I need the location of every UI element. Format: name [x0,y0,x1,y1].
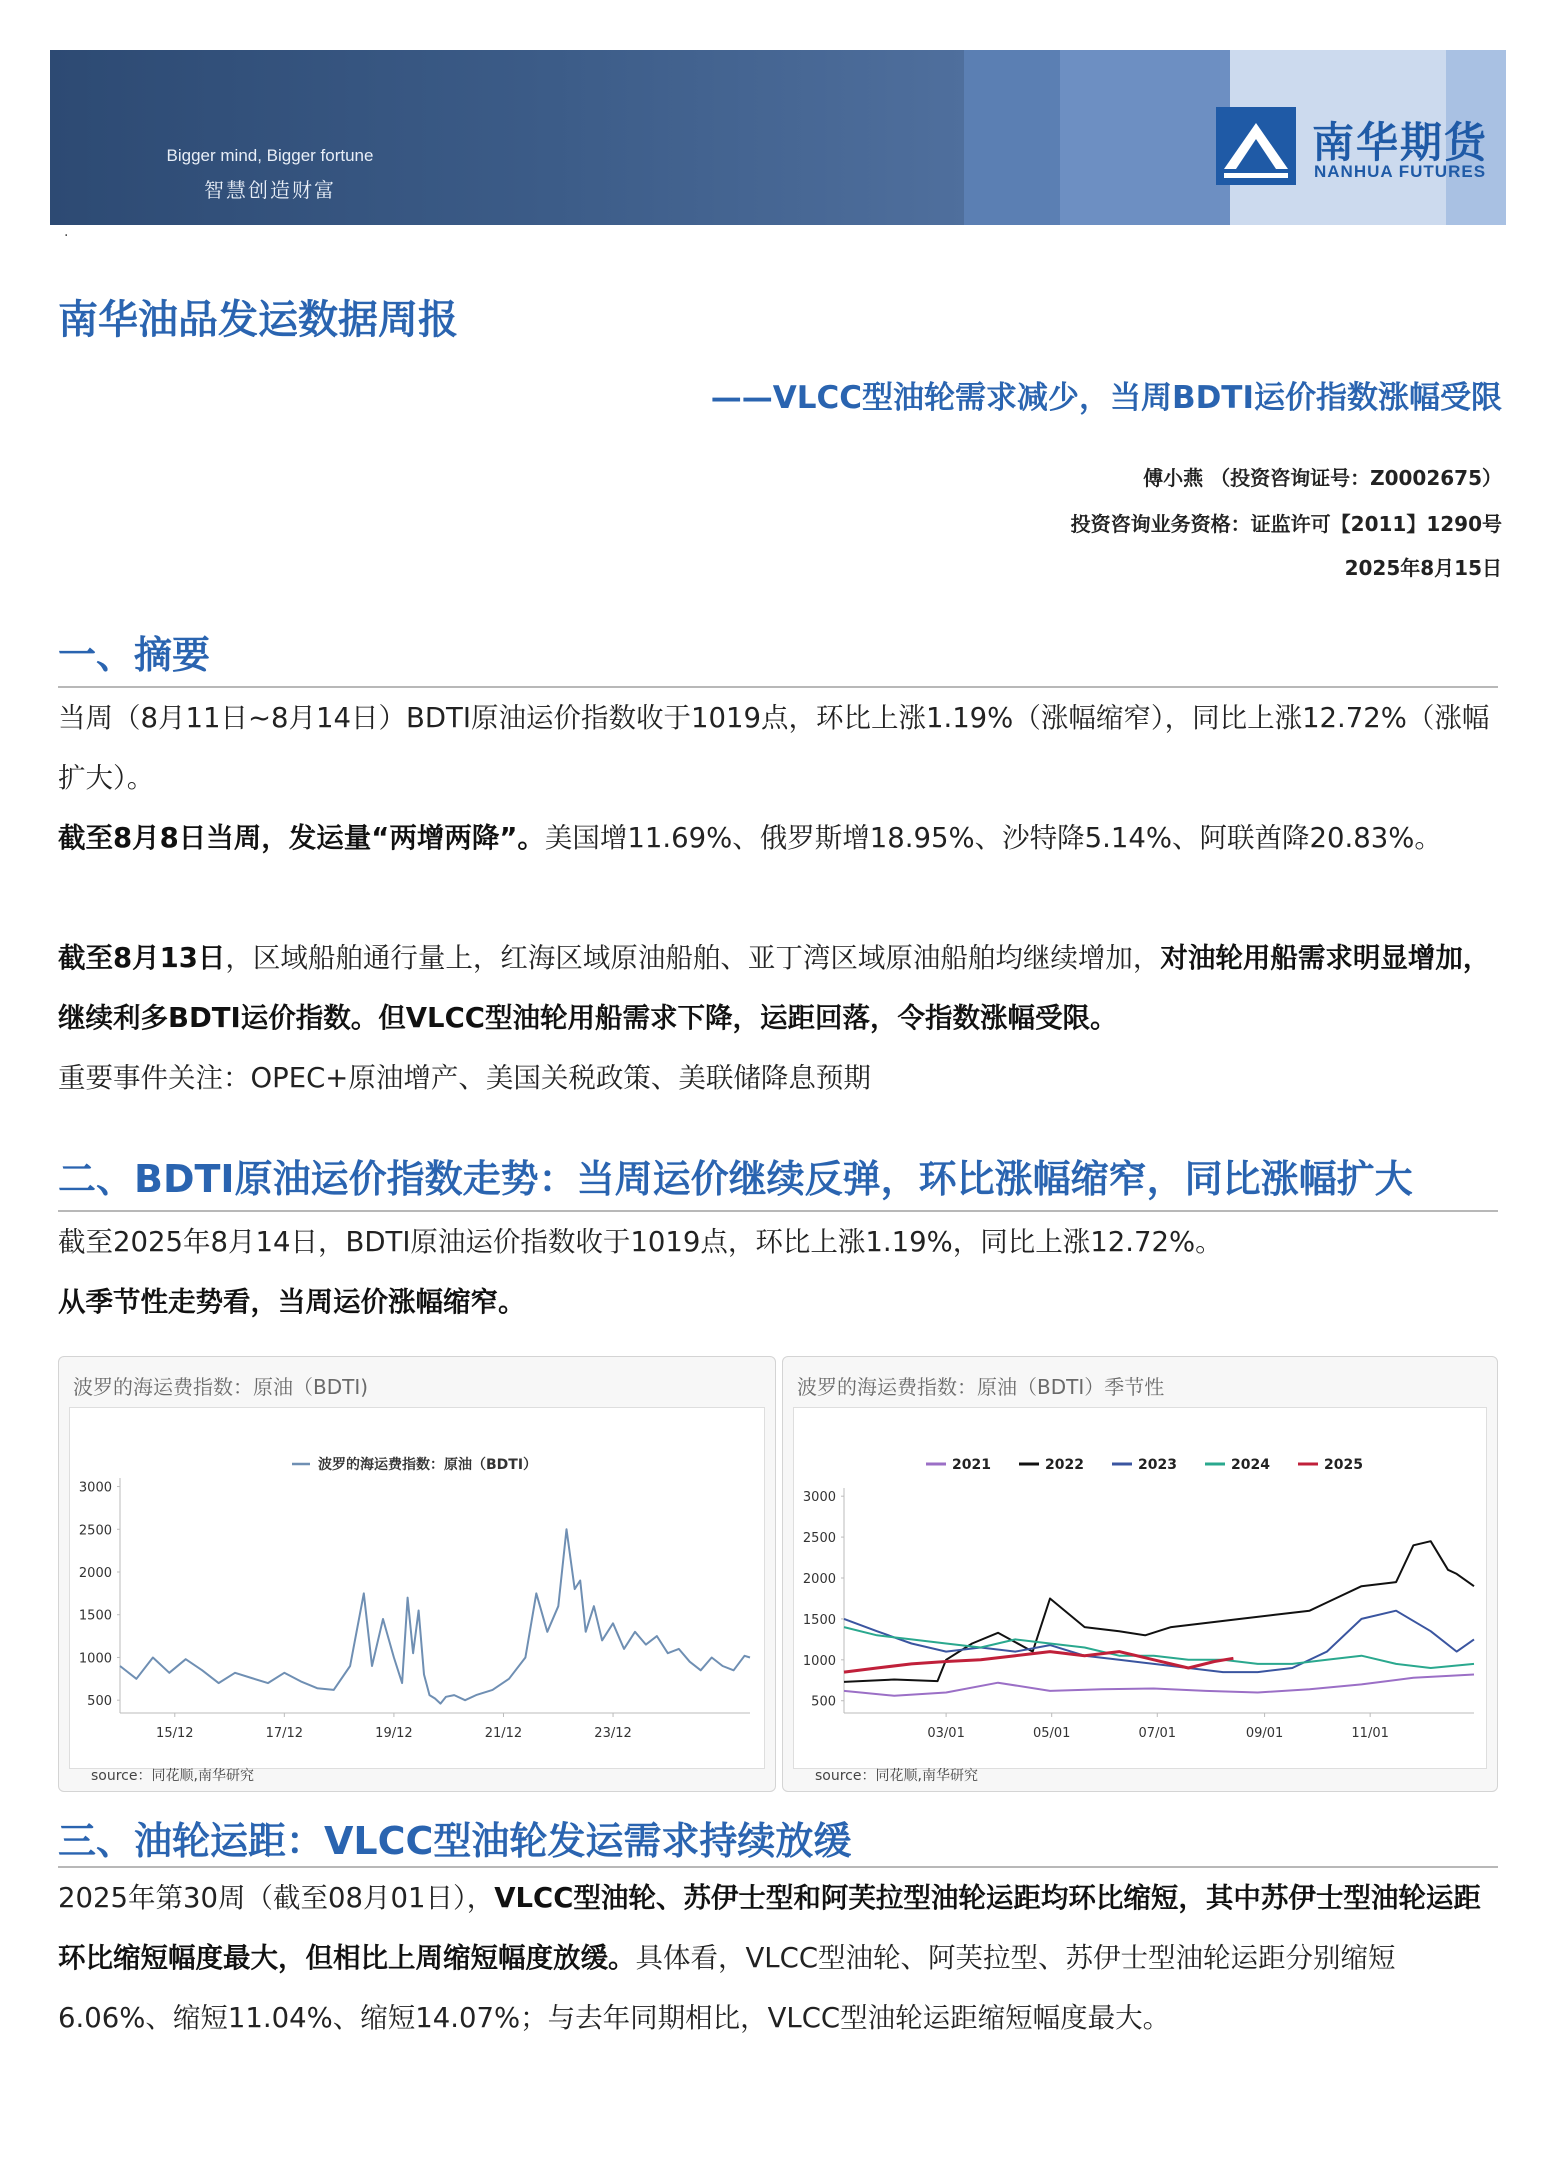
banner-panel-band [1060,50,1230,225]
logo-text-en: NANHUA FUTURES [1314,162,1487,181]
legend-label-2024: 2024 [1231,1457,1270,1473]
chart-source: source：同花顺,南华研究 [91,1768,254,1784]
section-heading-tanker-distance: 三、油轮运距：VLCC型油轮发运需求持续放缓 [58,1819,852,1863]
x-tick-label: 11/01 [1351,1726,1389,1741]
y-tick-label: 1000 [802,1653,836,1669]
chart-area [793,1407,1487,1769]
nanhua-logo-icon [1216,107,1296,185]
bdti-line-chart [70,1408,766,1768]
y-tick-label: 2000 [802,1572,836,1587]
x-tick-label: 21/12 [484,1726,523,1741]
summary-paragraph-2 [58,808,1498,868]
y-tick-label: 2500 [802,1531,836,1547]
report-date: 2025年8月15日 [1344,556,1502,580]
summary-paragraph-2-bold: 截至8月8日当周，发运量“两增两降”。 [58,822,545,854]
y-tick-label: 1000 [78,1651,112,1667]
bdti-seasonal-chart [794,1408,1488,1768]
header-dot: · [64,228,69,244]
chart-card-bdti-seasonal [782,1356,1498,1792]
x-tick-label: 09/01 [1245,1726,1284,1741]
bdti-paragraph-2-bold: 从季节性走势看，当周运价涨幅缩窄。 [58,1286,526,1318]
chart-card-title: 波罗的海运费指数：原油（BDTI）季节性 [797,1375,1165,1399]
legend-label-2021: 2021 [952,1457,991,1473]
bdti-paragraph-1: 截至2025年8月14日，BDTI原油运价指数收于1019点，环比上涨1.19%，同比上涨12.72%。 [58,1226,1223,1258]
distance-paragraph [58,1868,1498,2048]
chart-card-bdti [58,1356,776,1792]
section-heading-bdti-trend: 二、BDTI原油运价指数走势：当周运价继续反弹，环比涨幅缩窄，同比涨幅扩大 [58,1157,1413,1201]
x-tick-label: 15/12 [156,1726,194,1741]
y-tick-label: 500 [811,1694,836,1710]
x-tick-label: 23/12 [594,1726,632,1741]
y-tick-label: 1500 [802,1612,836,1628]
x-tick-label: 07/01 [1138,1726,1177,1741]
chart-source: source：同花顺,南华研究 [815,1768,978,1784]
section-heading-summary: 一、摘要 [58,633,211,677]
y-tick-label: 3000 [802,1490,836,1506]
summary-paragraph-3-bold-1: 截至8月13日 [58,942,226,974]
legend-label-2022: 2022 [1045,1457,1084,1473]
header-banner [50,50,1506,225]
banner-mid-band [964,50,1060,225]
y-tick-label: 2500 [78,1523,112,1539]
summary-paragraph-3-bold-2: 对油轮用船需求明显增加，继续利多BDTI运价指数。但VLCC型油轮用船需求下降，运距回落，令指数涨幅受限。 [58,942,1491,1034]
tagline-en: Bigger mind, Bigger fortune [166,146,374,165]
series-line [120,1529,750,1703]
legend-label: 波罗的海运费指数：原油（BDTI） [318,1457,538,1473]
y-tick-label: 1500 [78,1608,112,1624]
report-title: 南华油品发运数据周报 [58,297,458,343]
distance-paragraph-start: 2025年第30周（截至08月01日）， [58,1882,495,1914]
tagline-cn: 智慧创造财富 [204,178,336,202]
summary-paragraph-1: 当周（8月11日~8月14日）BDTI原油运价指数收于1019点，环比上涨1.19%（涨幅缩窄），同比上涨12.72%（涨幅扩大）。 [58,702,1490,794]
legend-label-2023: 2023 [1138,1457,1177,1473]
distance-paragraph-text: 具体看，VLCC型油轮、阿芙拉型、苏伊士型油轮运距分别缩短6.06%、缩短11.04%、缩短14.07%；与去年同期相比，VLCC型油轮运距缩短幅度最大。 [58,1942,1396,2034]
series-line-2025 [844,1652,1233,1673]
summary-paragraph-3 [58,928,1498,1048]
chart-card-title: 波罗的海运费指数：原油（BDTI) [73,1375,369,1399]
license-line: 投资咨询业务资格：证监许可【2011】1290号 [1070,512,1502,536]
bdti-paragraph-2 [58,1272,1498,1332]
report-subtitle: ——VLCC型油轮需求减少，当周BDTI运价指数涨幅受限 [710,380,1502,416]
author-line: 傅小燕 （投资咨询证号：Z0002675） [1143,466,1502,490]
summary-paragraph-4: 重要事件关注：OPEC+原油增产、美国关税政策、美联储降息预期 [58,1062,871,1094]
y-tick-label: 3000 [78,1480,112,1496]
x-tick-label: 03/01 [927,1726,965,1741]
summary-paragraph-3-text: ，区域船舶通行量上，红海区域原油船舶、亚丁湾区域原油船舶均继续增加， [225,942,1161,974]
y-tick-label: 500 [87,1694,112,1710]
chart-area [69,1407,765,1769]
x-tick-label: 17/12 [265,1726,304,1741]
legend-label-2025: 2025 [1324,1457,1363,1473]
x-tick-label: 05/01 [1032,1726,1071,1741]
summary-paragraph-2-text: 美国增11.69%、俄罗斯增18.95%、沙特降5.14%、阿联酋降20.83%。 [544,822,1442,854]
logo-text-cn: 南华期货 [1312,118,1489,167]
x-tick-label: 19/12 [375,1726,413,1741]
y-tick-label: 2000 [78,1566,112,1581]
distance-paragraph-bold: VLCC型油轮、苏伊士型和阿芙拉型油轮运距均环比缩短，其中苏伊士型油轮运距环比缩短幅度最大，但相比上周缩短幅度放缓。 [58,1882,1481,1974]
